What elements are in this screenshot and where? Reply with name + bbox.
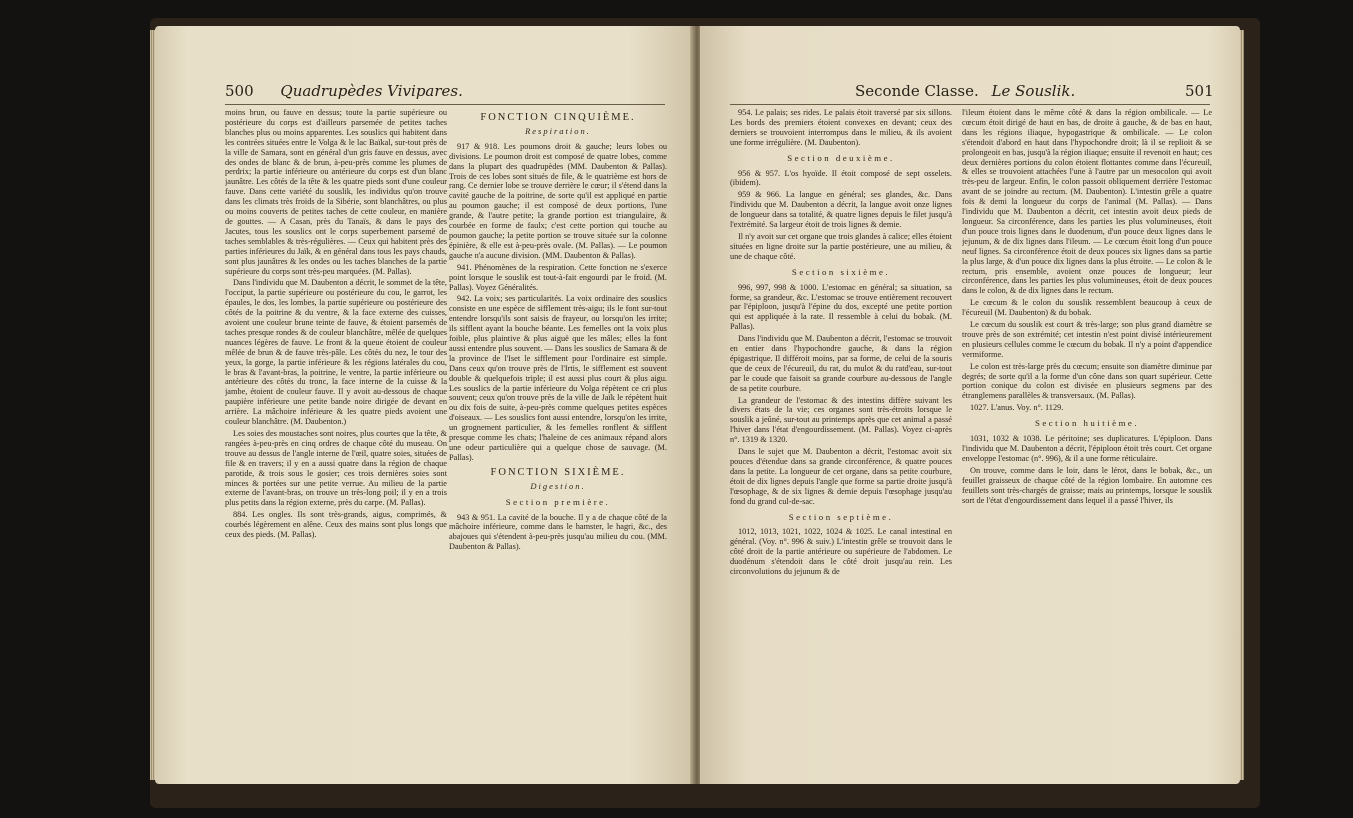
right-header-rule [730,104,1210,105]
section-heading: FONCTION CINQUIÈME. [480,112,636,123]
section-label: Section huitième. [1034,418,1140,429]
paragraph: La grandeur de l'estomac & des intestins diffère suivant les divers états de la vie; ces organes sont très-étroits lorsque le souslik a jeûné, sur-tout au printemps après que cet animal a passé l'hiver dans l'état d'engourdissement. (M. Pallas). Voyez ci-après n°. 1319 & 1320. [730,395,952,445]
paragraph: 954. Le palais; ses rides. Le palais étoit traversé par six sillons. Les bords des premiers étoient convexes en devant; ceux des derniers se trouvoient interrompus dans le milieu, & ils avoient une forme irrégulière. (M. Daubenton). [730,108,952,147]
right-page [700,26,1240,784]
paragraph: 1027. L'anus. Voy. n°. 1129. [970,403,1064,413]
paragraph: Dans l'individu que M. Daubenton a décrit, l'estomac se trouvoit en entier dans l'hypochondre gauche, & dans la région épigastrique. Il différoit moins, par sa forme, de celui de la souris que de ceux de l'écureuil, du rat, du mulot & du ratd'eau, sur-tout par le coude que faisoit sa grande courbure au-dessous de l'angle de sa petite courbure. [730,334,952,393]
paragraph: 942. La voix; ses particularités. La voix ordinaire des souslics consiste en une espèce de sifflement très-aigu; ils le font sur-tout entendre lorsqu'ils sont saisis de frayeur, ou lorsqu'on les irrite; ils sifflent ayant la bouche béante. Les femelles ont la voix plus foible, plus plaintive & plus aiguë que les mâles; elles la font aussi entendre plus souvent. — Dans les souslics de Samara & de la province de l'Iset le sifflement pour l'ordinaire est simple. Dans ceux qu'on trouve près de l'Irtis, le sifflement est souvent double & quelquefois triple; il est aussi plus court & plus aigu. Les souslics de la partie inférieure du Volga répètent ce cri plus souvent; ceux qu'on trouve près de la ville de Jaïk le répètent huit ou dix fois de suite, à-peu-près comme quelques petites espèces d'oiseaux. — Les souslics font aussi entendre, lorsqu'on les irrite, un grognement particulier, & les femelles ronflent & sifflent presque comme les chats; l'haleine de ces animaux répand alors une odeur particulière qui a quelque chose de sauvage. (M. Pallas). [449,294,667,462]
section-heading: FONCTION SIXIÈME. [490,466,626,478]
section-subheading: Respiration. [525,125,591,136]
paragraph: Le cœcum & le colon du souslik ressemblent beaucoup à ceux de l'écureuil (M. Daubenton) & du bobak. [962,298,1212,318]
paragraph: 1012, 1013, 1021, 1022, 1024 & 1025. Le canal intestinal en général. (Voy. n°. 996 & suiv.) L'intestin grêle se trouvoit dans le côté droit de la partie antérieure ou supérieure de l'abdomen. Le duodénum s'étendoit dans le côté droit jusqu'au rein. Les circonvolutions du jejunum & de [730,527,952,577]
paragraph: Dans l'individu que M. Daubenton a décrit, le sommet de la tête, l'occiput, la partie supérieure ou postérieure du cou, le garrot, les épaules, le dos, les lombes, la partie supérieure ou postérieure des côtés de la poitrine & du ventre, & la face externe des cuisses, avoient une couleur brune teinte de fauve, & étoient parsemés de taches presque rondes & de couleur blanchâtre, mêlée de quelques nuances légères de fauve. Le front & la queue étoient de couleur mêlée de brun & de fauve très-pâle. Les côtés du nez, le tour des yeux, la gorge, la partie inférieure & les régions latérales du cou, le bras & l'avant-bras, la poitrine, le ventre, la partie inférieure ou antérieure des côtés du tronc, la face interne de la cuisse & la jambe, étoient de couleur fauve. Il y avoit au-dessous de chaque paupière inférieure une petite bande noire dirigée de devant en arrière. La mâchoire inférieure & les quatre pieds avoient une couleur blanchâtre. (M. Daubenton.) [225,278,447,427]
section-label: Section septième. [788,511,894,522]
section-label: Section première. [505,496,611,507]
paragraph: l'ileum étoient dans le même côté & dans la région ombilicale. — Le cœcum étoit dirigé de haut en bas, de droite à gauche, & de bas en haut, dans les régions iliaque, hypogastrique & ombilicale. — Le colon s'étendoit d'abord en haut dans l'hypochondre droit; là il se replioit & se prolongeoit en bas, jusqu'à la région iliaque; ensuite il revenoit en haut; ces deux dernières portions du colon étoient flottantes comme dans l'écureuil, & elles se trouvoient attachées l'une à l'autre par un mesocolon qui avoit très-peu de largeur. Enfin, le colon passoit obliquement derrière l'estomac avant de se joindre au rectum. (M. Daubenton). L'intestin grêle a quatre fois & demi la longueur du corps de l'animal (M. Pallas). — Dans l'individu que M. Daubenton a décrit, cet intestin avoit deux pieds de longueur. Sa circonférence, dans les parties les plus volumineuses, étoit d'un pouce trois lignes dans le duodenum, d'un pouce deux lignes dans le jejunum, & de dix lignes dans l'ileum. — Le cœcum étoit long d'un pouce neuf lignes. Sa circonférence étoit de deux pouces six lignes dans sa partie la plus large, & d'un pouce dix lignes dans la plus étroite. — Le colon & le rectum, pris ensemble, avoient onze pouces de longueur; leur circonférence, dans les parties les plus volumineuses, étoit de deux pouces dans le colon, & de dix lignes dans le rectum. [962,108,1212,296]
right-running-subtitle: Le Souslik. [991,82,1076,100]
right-column-1 [730,108,952,776]
paragraph: On trouve, comme dans le loir, dans le lérot, dans le bobak, &c., un feuillet graisseux de chaque côté de la région lombaire. En automne ces feuillets sont très-chargés de graisse; mais au printemps, lorsque le souslik sort de l'état d'engourdissement dans lequel il a passé l'hiver, ils [962,465,1212,505]
left-column-1 [225,108,447,776]
left-running-title: Quadrupèdes Vivipares. [280,82,463,100]
right-running-title: Seconde Classe. [855,82,979,100]
section-subheading: Digestion. [530,480,586,491]
left-header-rule [225,104,665,105]
left-page [155,26,693,784]
paragraph: 996, 997, 998 & 1000. L'estomac en général; sa situation, sa forme, sa grandeur, &c. L'estomac se trouve entièrement recouvert par l'épiploon, jusqu'à l'épine du dos, excepté une petite portion qui est appliquée à la rate. Il ressemble à celui du bobak. (M. Pallas). [730,282,952,332]
paragraph: 1031, 1032 & 1038. Le péritoine; ses duplicatures. L'épiploon. Dans l'individu que M. Daubenton a décrit, l'épiploon étoit très court. Cet organe enveloppe l'estomac (n°. 996), & il a une forme réticulaire. [962,434,1212,463]
paragraph: 884. Les ongles. Ils sont très-grands, aigus, comprimés, & courbés légèrement en alêne. Ceux des mains sont plus longs que ceux des pieds. (M. Pallas). [225,510,447,540]
paragraph: Il n'y avoit sur cet organe que trois glandes à calice; elles étoient situées en ligne droite sur la partie postérieure, une au milieu, & une de chaque côté. [730,231,952,261]
paragraph: Les soies des moustaches sont noires, plus courtes que la tête, & rangées à-peu-près en cinq ordres de chaque côté du museau. On trouve au dessus de l'angle interne de l'œil, quatre soies, situées de file & en travers; il y en a aussi quatre dans la région de chaque parotide, & trois sous le gosier; ces trois dernières soies sont minces & portées sur une petite verrue. Au milieu de la partie externe de l'avant-bras, on trouve un très-long poil; il y en a trois plus petits dans la région externe, près du carpe. (M. Pallas). [225,429,447,508]
right-page-number-wrap [1185,82,1214,100]
paragraph: 943 & 951. La cavité de la bouche. Il y a de chaque côté de la mâchoire inférieure, comme dans le hamster, le hagri, &c., des abajoues qui s'étendent à-peu-près jusqu'au milieu du cou. (MM. Daubenton & Pallas). [449,512,667,552]
right-page-number: 501 [1185,82,1214,100]
left-page-number: 500 [225,82,254,100]
section-label: Section deuxième. [787,152,895,163]
paragraph: 917 & 918. Les poumons droit & gauche; leurs lobes ou divisions. Le poumon droit est composé de quatre lobes, comme dans la plupart des quadrupèdes (MM. Daubenton & Pallas). Trois de ces lobes sont situés de file, & le quatrième est hors de rang. Ce dernier lobe se trouve derrière le cœur; il s'étend dans la cavité gauche de la poitrine, de sorte qu'il est appliqué en partie au poumon gauche; il est composé de deux portions, l'une grande, & l'autre petite; la grande portion est triangulaire, & courbée en forme de faulx; c'est cette portion qui touche au poumon gauche; la petite portion se trouve située sur la colonne épinière, & elle est à-peu-près ovale. (M. Pallas). — Le poumon gauche n'a aucune division. (MM. Daubenton & Pallas). [449,141,667,260]
section-label: Section sixième. [791,266,891,277]
right-column-2 [962,108,1212,776]
paragraph: 956 & 957. L'os hyoïde. Il étoit composé de sept osselets. (ibidem). [730,168,952,188]
paragraph: 941. Phénomènes de la respiration. Cette fonction ne s'exerce point lorsque le souslik est tout-à-fait engourdi par le froid. (M. Pallas). Voyez Généralités. [449,262,667,292]
paragraph: moins brun, ou fauve en dessus; toute la partie supérieure ou postérieure du corps est d'ailleurs parsemée de petites taches blanches plus ou moins apparentes. Les souslics qui habitent dans les contrées situées entre le Volga & le lac Baïkal, sur-tout près de la ville de Samara, sont en général d'un gris fauve en dessus, avec des ondes de blanc & de brun, à-peu-près comme les plumes de perdrix; la partie inférieure ou antérieure du corps est d'un blanc jaunâtre. Les côtés de la tête & les quatre pieds sont d'une couleur fauve. Dans cette variété du souslik, les individus qu'on trouve dans les climats très froids de la Sibérie, sont blanchâtres, ou plus ou moins couverts de petites taches de cette couleur, en manière de gouttes. — A Casan, près du Tanaïs, & dans le pays des Jacutes, tous les souslics ont le corps superbement parsemé de taches semblables & très-régulières. — Ceux qui habitent près des parties inférieures du Jaïk, & en général dans tous les pays chauds, sont plus jaunâtres & les ondes ou les taches blanches de la partie supérieure du corps sont très-peu marquées. (M. Pallas). [225,108,447,276]
paragraph: Dans le sujet que M. Daubenton a décrit, l'estomac avoit six pouces d'étendue dans sa grande circonférence, & quatre pouces dans la petite. La longueur de cet organe, dans sa petite courbure, étoit de dix lignes depuis l'angle que forme sa partie droite jusqu'à l'œsophage, & de six lignes & demie depuis l'œsophage jusqu'au fond du grand cul-de-sac. [730,447,952,506]
left-column-2 [449,108,667,776]
left-running-head [225,82,463,100]
paragraph: Le cœcum du souslik est court & très-large; son plus grand diamètre se trouve près de son extrémité; cet intestin n'est point divisé intérieurement en plusieurs cellules comme le cœcum du bobak. Il n'y a point d'appendice vermiforme. [962,320,1212,359]
paragraph: Le colon est très-large près du cœcum; ensuite son diamètre diminue par degrés; de sorte qu'il a la forme d'un cône dans son quart supérieur. Cette portion conique du colon est divisée en plusieurs segmens par des étranglemens parallèles & transversaux. (M. Pallas). [962,361,1212,401]
paragraph: 959 & 966. La langue en général; ses glandes, &c. Dans l'individu que M. Daubenton a décrit, la langue avoit onze lignes de longueur dans sa totalité, & quatre lignes depuis le filet jusqu'à l'extrémité. Sa largeur étoit de trois lignes & demie. [730,190,952,230]
right-running-head [855,82,1075,100]
